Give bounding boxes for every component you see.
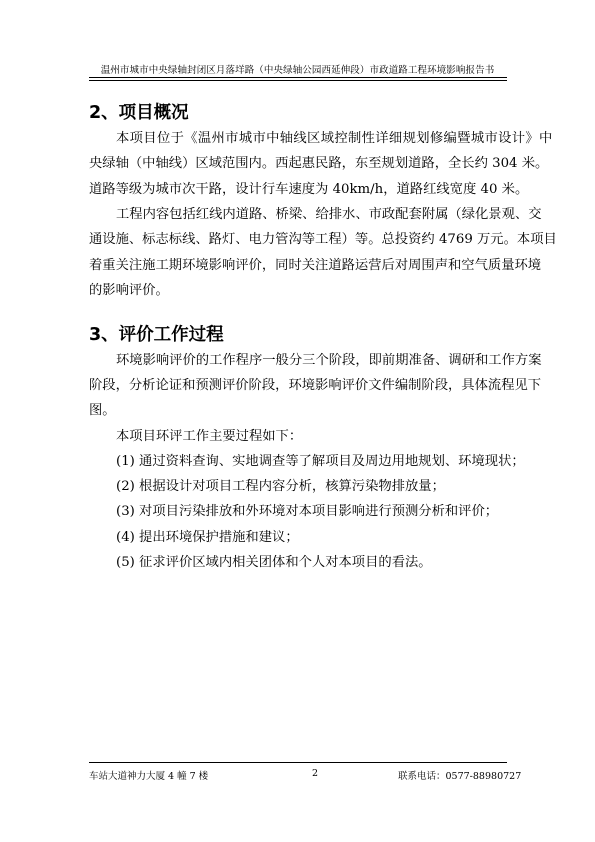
paragraph-line: 本项目环评工作主要过程如下： [116,429,303,444]
list-item: (1) 通过资料查询、实地调查等了解项目及周边用地规划、环境现状； [116,454,525,469]
paragraph-line: 央绿轴（中轴线）区域范围内。西起惠民路，东至规划道路，全长约 304 米。 [89,156,549,171]
paragraph-line: 本项目位于《温州市城市中轴线区域控制性详细规划修编暨城市设计》中 [116,131,553,146]
paragraph-line: 通设施、标志标线、路灯、电力管沟等工程）等。总投资约 4769 万元。本项目 [89,232,557,247]
footer-contact: 联系电话：0577-88980727 [398,771,522,782]
list-item: (4) 提出环境保护措施和建议； [116,530,299,545]
page-number: 2 [312,768,319,779]
footer-rule [89,762,507,763]
paragraph-line: 着重关注施工期环境影响评价，同时关注道路运营后对周围声和空气质量环境 [89,258,542,273]
footer-address: 车站大道神力大厦 4 幢 7 楼 [89,771,209,782]
header-rule [89,77,507,78]
header-title: 温州市城市中央绿轴封闭区月落垟路（中央绿轴公园西延伸段）市政道路工程环境影响报告书 [100,65,495,76]
paragraph-line: 道路等级为城市次干路，设计行车速度为 40km/h，道路红线宽度 40 米。 [89,182,529,197]
paragraph-line: 阶段，分析论证和预测评价阶段，环境影响评价文件编制阶段，具体流程见下 [89,378,542,393]
section-heading: 2、项目概况 [89,103,189,123]
paragraph-line: 的影响评价。 [89,283,169,298]
paragraph-line: 环境影响评价的工作程序一般分三个阶段，即前期准备、调研和工作方案 [116,353,542,368]
list-item: (5) 征求评价区域内相关团体和个人对本项目的看法。 [116,555,432,570]
header-rule-thin [89,80,507,81]
list-item: (2) 根据设计对项目工程内容分析，核算污染物排放量； [116,479,445,494]
section-heading: 3、评价工作过程 [89,325,224,345]
list-item: (3) 对项目污染排放和外环境对本项目影响进行预测分析和评价； [116,504,499,519]
paragraph-line: 工程内容包括红线内道路、桥梁、给排水、市政配套附属（绿化景观、交 [116,207,542,222]
paragraph-line: 图。 [89,403,116,418]
